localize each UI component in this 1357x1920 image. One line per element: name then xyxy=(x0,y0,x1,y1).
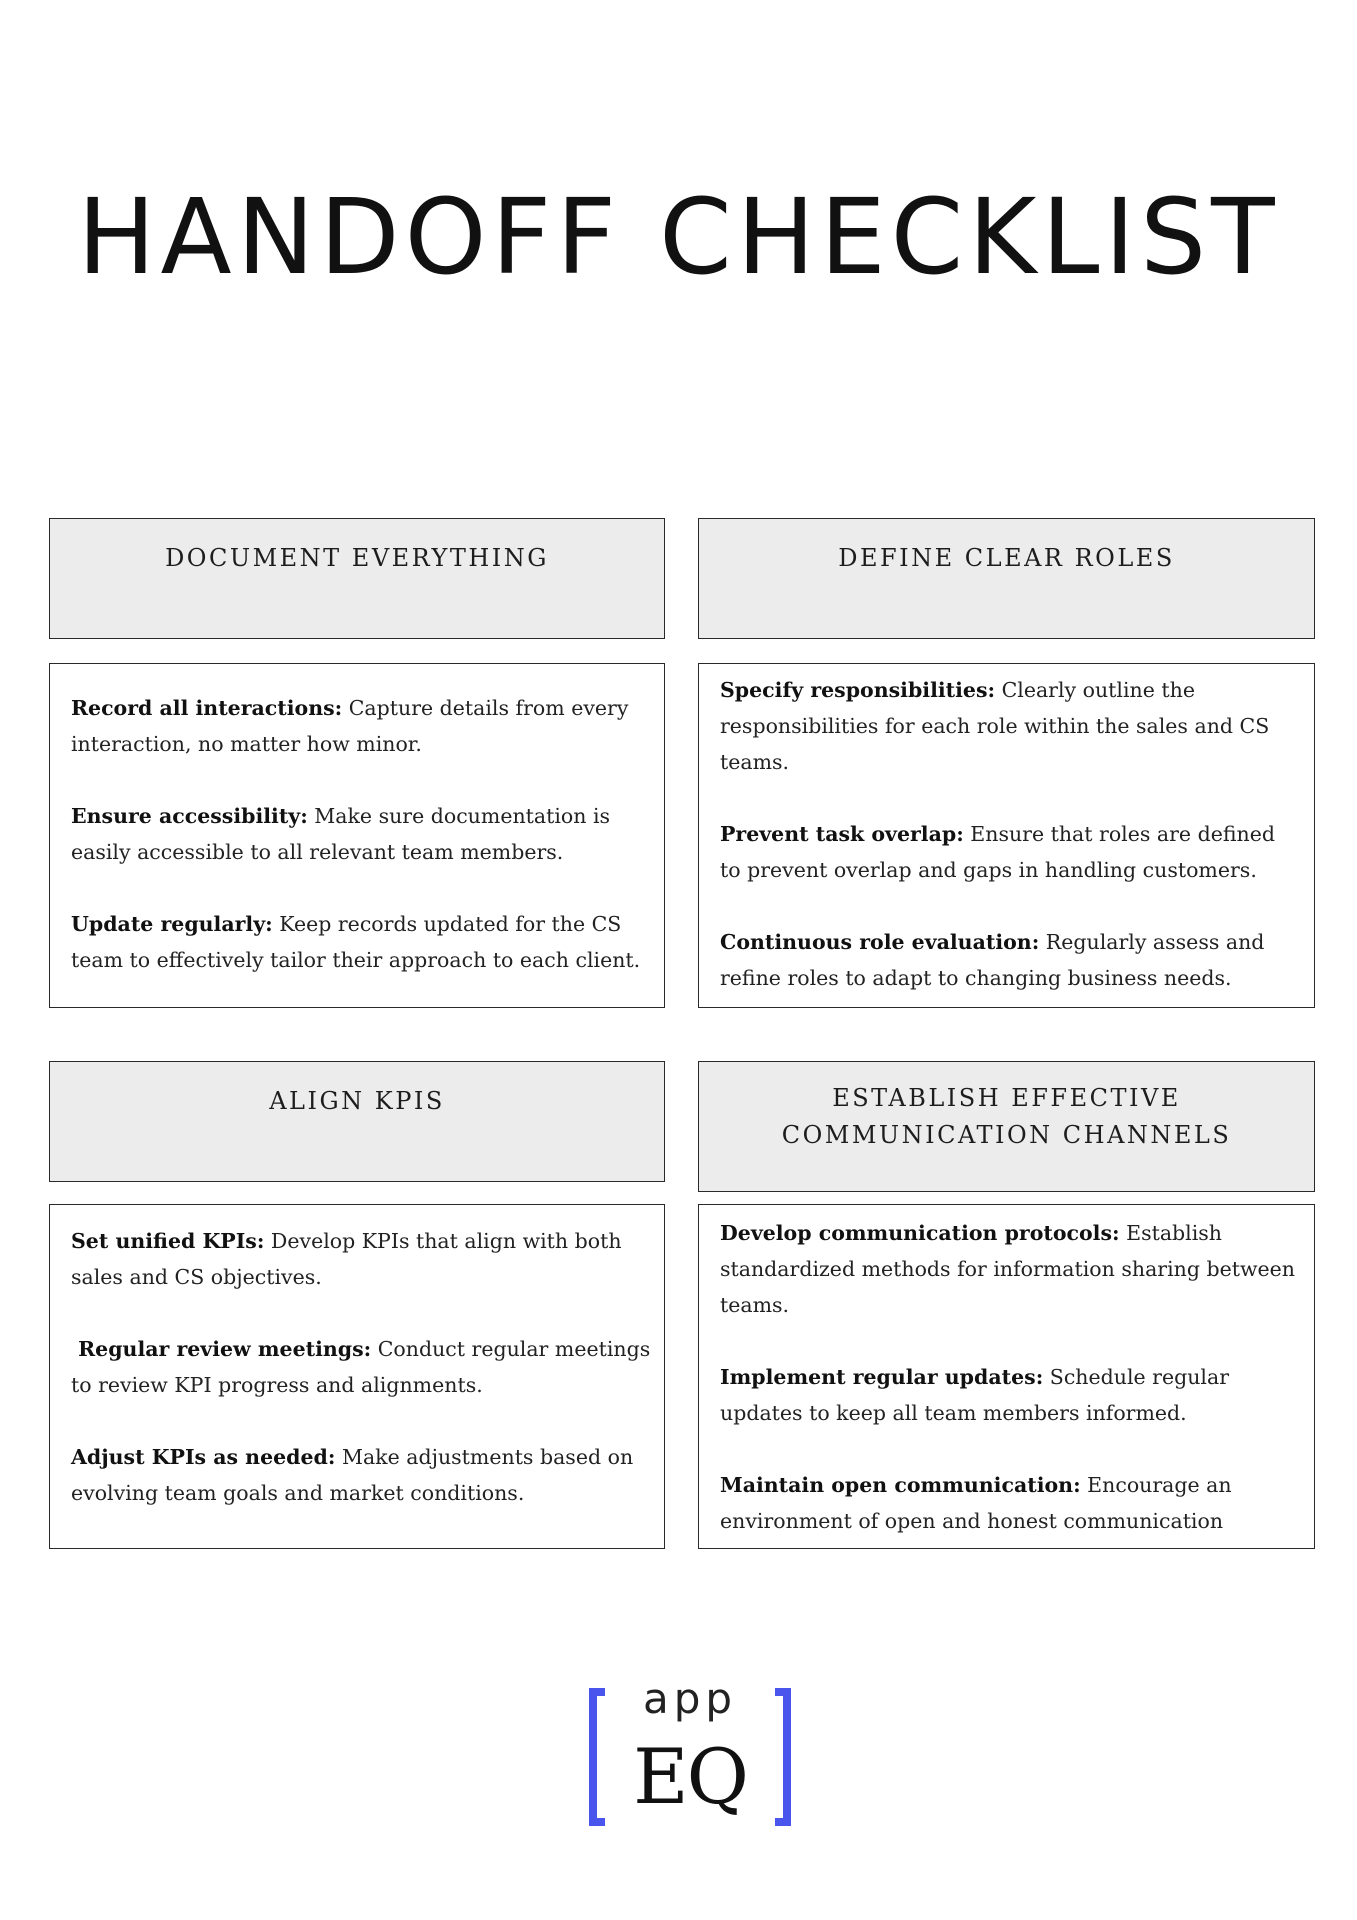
item-text: Develop KPIs that align with both sales and CS objectives. xyxy=(71,1229,622,1289)
item-text: Conduct regular meetings to review KPI progress and alignments. xyxy=(71,1337,651,1397)
item-label: Prevent task overlap: xyxy=(720,822,964,846)
logo-app-text: app xyxy=(642,1674,738,1723)
item-text: Encourage an environment of open and honest communication xyxy=(720,1473,1232,1533)
logo-eq-text: EQ xyxy=(633,1732,747,1821)
item-label: Develop communication protocols: xyxy=(720,1221,1120,1245)
checklist-item xyxy=(71,1331,652,1403)
item-text: Regularly assess and refine roles to adapt to changing business needs. xyxy=(720,930,1265,990)
item-label: Ensure accessibility: xyxy=(71,804,308,828)
appeq-logo xyxy=(589,1674,791,1830)
checklist-item xyxy=(720,1467,1302,1539)
checklist-item xyxy=(720,672,1302,780)
item-label: Record all interactions: xyxy=(71,696,343,720)
checklist-item xyxy=(720,816,1302,888)
section-heading-document-everything: DOCUMENT EVERYTHING xyxy=(49,518,665,639)
item-label: Regular review meetings: xyxy=(71,1337,372,1361)
item-text: Capture details from every interaction, no matter how minor. xyxy=(71,696,629,756)
item-label: Specify responsibilities: xyxy=(720,678,996,702)
item-text: Schedule regular updates to keep all team members informed. xyxy=(720,1365,1230,1425)
item-label: Update regularly: xyxy=(71,912,273,936)
item-text: Establish standardized methods for information sharing between teams. xyxy=(720,1221,1295,1317)
checklist-item xyxy=(71,798,652,870)
item-label: Continuous role evaluation: xyxy=(720,930,1040,954)
item-text: Keep records updated for the CS team to effectively tailor their approach to each client. xyxy=(71,912,641,972)
item-label: Adjust KPIs as needed: xyxy=(71,1445,336,1469)
checklist-item xyxy=(720,1215,1302,1323)
checklist-item xyxy=(71,690,652,762)
item-label: Implement regular updates: xyxy=(720,1365,1044,1389)
section-heading-establish-effective-communication-channels: ESTABLISH EFFECTIVE COMMUNICATION CHANNELS xyxy=(698,1061,1315,1192)
checklist-item xyxy=(71,906,652,978)
section-body-define-clear-roles xyxy=(698,663,1315,1008)
section-body-document-everything xyxy=(49,663,665,1008)
section-heading-define-clear-roles: DEFINE CLEAR ROLES xyxy=(698,518,1315,639)
checklist-item xyxy=(71,1439,652,1511)
item-text: Make sure documentation is easily accessible to all relevant team members. xyxy=(71,804,611,864)
checklist-item xyxy=(720,924,1302,996)
item-label: Maintain open communication: xyxy=(720,1473,1081,1497)
item-text: Ensure that roles are defined to prevent overlap and gaps in handling customers. xyxy=(720,822,1275,882)
section-body-establish-effective-communication-channels xyxy=(698,1204,1315,1549)
page-title: HANDOFF CHECKLIST xyxy=(77,176,1280,298)
checklist-item xyxy=(71,1223,652,1295)
item-text: Clearly outline the responsibilities for each role within the sales and CS teams. xyxy=(720,678,1270,774)
item-text: Make adjustments based on evolving team goals and market conditions. xyxy=(71,1445,634,1505)
checklist-item xyxy=(720,1359,1302,1431)
section-heading-align-kpis: ALIGN KPIS xyxy=(49,1061,665,1182)
section-body-align-kpis xyxy=(49,1204,665,1549)
item-label: Set unified KPIs: xyxy=(71,1229,265,1253)
